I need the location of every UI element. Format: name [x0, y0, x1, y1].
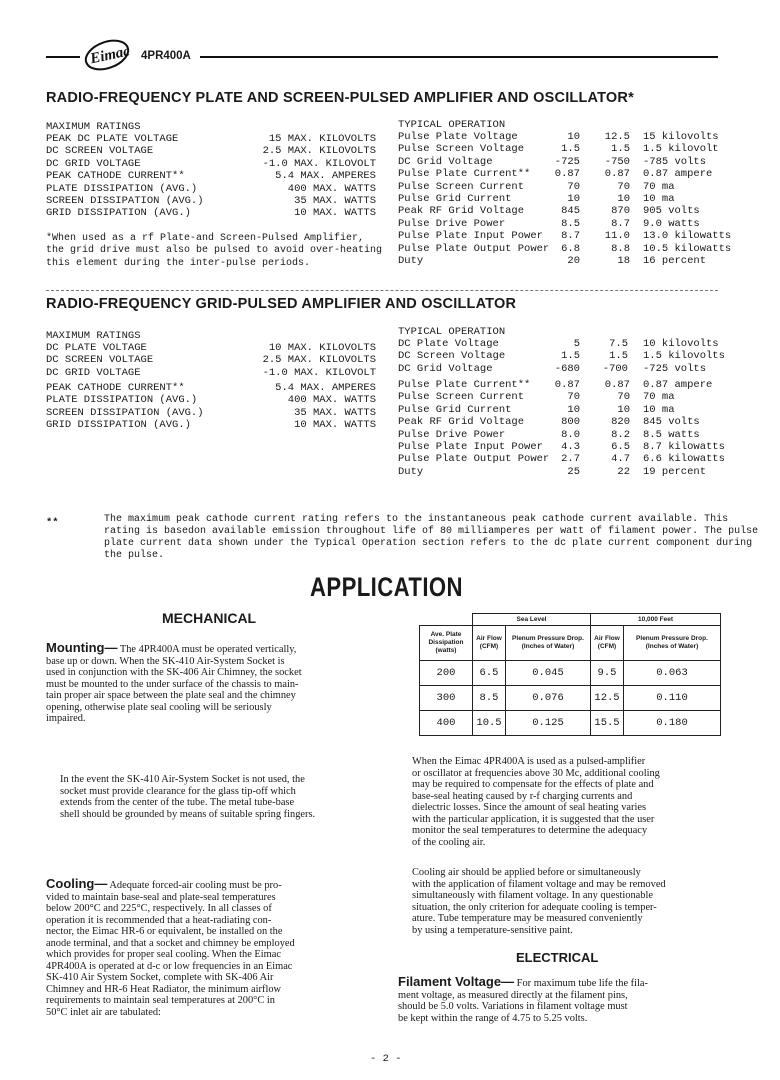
rating-value: -1.0 MAX. KILOVOLT: [262, 366, 376, 379]
rating-row: [46, 354, 386, 366]
typ-value: 6.6 kilowatts: [643, 453, 725, 466]
rating-value: 2.5 MAX. KILOVOLTS: [262, 354, 376, 367]
rating-row: [46, 170, 386, 182]
table-cell: 8.5: [473, 686, 506, 711]
cooling-heading: Cooling—: [46, 876, 108, 891]
rating-label: SCREEN DISSIPATION (AVG.): [46, 406, 204, 419]
typ-label: Pulse Plate Voltage: [398, 131, 518, 143]
col-header-dissipation: Ave. Plate Dissipation (watts): [420, 626, 473, 661]
table-cell: 0.125: [506, 711, 591, 736]
s2-max-ratings-a: [46, 342, 386, 379]
table-cell: 0.063: [624, 661, 721, 686]
typ-value: 70: [567, 391, 580, 404]
typ-value: 845 volts: [643, 416, 700, 429]
typ-value: 70 ma: [643, 391, 675, 404]
rating-value: 10 MAX. KILOVOLTS: [268, 342, 376, 354]
typ-label: Pulse Plate Output Power: [398, 242, 550, 255]
typ-value: 820: [611, 416, 630, 429]
typ-value: 8.2: [611, 428, 630, 441]
typ-value: -750: [604, 155, 630, 168]
paragraph-line: with the application of filament voltage and may be removed: [412, 878, 666, 890]
typ-value: 70: [567, 180, 580, 193]
paragraph-line: situation, the only criterion for adequate cooling is temper-: [412, 901, 657, 913]
rating-label: GRID DISSIPATION (AVG.): [46, 419, 191, 432]
rating-value: 15 MAX. KILOVOLTS: [268, 133, 376, 145]
rating-value: 35 MAX. WATTS: [294, 195, 376, 208]
s2-typ-col1-b: [540, 379, 580, 478]
rating-value: 400 MAX. WATTS: [287, 394, 376, 407]
typ-label: DC Plate Voltage: [398, 338, 499, 350]
s1-typ-col1: [540, 131, 580, 267]
table-cell: 0.045: [506, 661, 591, 686]
typ-value: 10: [567, 131, 580, 143]
footnote-line: *When used as a rf Plate-and Screen-Pulsed Amplifier,: [46, 233, 365, 244]
typ-value: 25: [567, 465, 580, 478]
typ-value: 1.5: [609, 350, 628, 363]
header-rule-right: [200, 56, 718, 58]
table-cell: 0.180: [624, 711, 721, 736]
s2-typ-col3-b: [643, 379, 725, 478]
typ-value: 8.0: [561, 428, 580, 441]
s2-typ-col2-b: [588, 379, 630, 478]
typ-value: 5: [573, 338, 580, 350]
filament-paragraph: Filament Voltage— For maximum tube life the fila- ment voltage, as measured directly at the filament pins, should be 5.0 volts. Variations in filament voltage must be kept within the range of 4.75 to 5.25 volts.: [398, 974, 648, 1024]
section1-title: RADIO-FREQUENCY PLATE AND SCREEN-PULSED AMPLIFIER AND OSCILLATOR*: [46, 90, 634, 106]
typ-label: Pulse Drive Power: [398, 217, 506, 230]
cooling-air-paragraph: [398, 867, 666, 936]
mechanical-heading: MECHANICAL: [162, 610, 257, 626]
typ-value: 0.87: [604, 379, 630, 391]
rating-row: [46, 382, 386, 394]
typ-value: 10 ma: [643, 193, 675, 206]
rating-row: [46, 367, 386, 379]
typ-value: 10: [617, 403, 630, 416]
s2-typ-col3-a: [643, 338, 725, 375]
typ-value: 8.7: [561, 230, 580, 243]
typ-value: 8.5 watts: [643, 428, 700, 441]
rating-row: [46, 342, 386, 354]
typ-value: -725: [554, 155, 580, 168]
table-cell: 0.076: [506, 686, 591, 711]
s1-typ-col2: [588, 131, 630, 267]
typ-value: 70: [617, 391, 630, 404]
paragraph-line: extends from the center of the tube. The metal tube-base: [60, 797, 295, 808]
typ-value: 1.5 kilovolts: [643, 350, 725, 363]
rating-row: [46, 394, 386, 406]
typ-value: 10: [567, 193, 580, 206]
rating-row: [46, 183, 386, 195]
typ-value: 6.8: [561, 242, 580, 255]
s1-typ-labels: [398, 131, 549, 267]
typ-value: 10: [617, 193, 630, 206]
s1-footnote: [46, 233, 382, 270]
s2-typ-col2-a: [588, 338, 628, 375]
paragraph-line: Cooling air should be applied before or simultaneously: [412, 867, 641, 878]
section-divider: [46, 290, 718, 291]
paragraph-line: or oscillator at frequencies above 30 Mc, additional cooling: [412, 767, 660, 779]
table-cell: 300: [420, 686, 473, 711]
rating-label: DC SCREEN VOLTAGE: [46, 145, 154, 158]
typ-value: 905 volts: [643, 205, 700, 218]
table-cell: 15.5: [591, 711, 624, 736]
cooling-paragraph: Cooling— Adequate forced-air cooling must be pro- vided to maintain base-seal and plate-seal temperatures below 200°C and 225°C, respectively. In all classes of operation it is recommended that a heat-radiating con- nector, the Eimac HR-6 or equivalent, be installed on the anode terminal, and that a socket and chimney be employed which provides for proper seal cooling. When the Eimac 4PR400A is operated at d-c or low frequencies in an Eimac SK-410 Air System Socket, complete with SK-406 Air Chimney and HR-6 Heat Radiator, the minimum airflow requirements to maintain seal temperatures at 200°C in 50°C inlet air are tabulated:: [46, 876, 295, 1018]
socket-paragraph: [46, 774, 315, 820]
typ-value: 9.0 watts: [643, 217, 700, 230]
paragraph-line: shell should be grounded by means of suitable spring fingers.: [60, 808, 316, 820]
typ-value: -700: [602, 362, 628, 375]
table-cell: 6.5: [473, 661, 506, 686]
typ-label: Pulse Grid Current: [398, 403, 512, 416]
paragraph-line: by using a temperature-sensitive paint.: [412, 924, 573, 936]
footnote-line: this element during the inter-pulse periods.: [46, 257, 311, 269]
rating-row: [46, 207, 386, 219]
typ-value: 1.5: [611, 143, 630, 156]
typ-value: 1.5: [561, 143, 580, 156]
typ-value: 0.87 ampere: [643, 379, 713, 391]
typ-value: 0.87: [604, 168, 630, 181]
paragraph-line: simultaneously with filament voltage. In any questionable: [412, 890, 653, 901]
typ-label: Duty: [398, 465, 424, 478]
note-line: plate current data shown under the Typical Operation section refers to the dc plate current component during: [104, 538, 753, 549]
rating-label: SCREEN DISSIPATION (AVG.): [46, 195, 204, 208]
note-line: rating is basedon available emission throughout life of 80 milliamperes per watt of filament power. The pulse: [104, 526, 759, 537]
electrical-heading: ELECTRICAL: [516, 950, 599, 965]
s1-typ-heading: TYPICAL OPERATION: [398, 119, 506, 131]
table-cell: 10.5: [473, 711, 506, 736]
rating-value: 5.4 MAX. AMPERES: [275, 382, 376, 394]
typ-value: 8.7 kilowatts: [643, 441, 725, 454]
typ-value: 13.0 kilowatts: [643, 230, 732, 243]
rating-row: [46, 133, 386, 145]
rating-label: PEAK DC PLATE VOLTAGE: [46, 133, 179, 145]
typ-label: DC Grid Voltage: [398, 155, 493, 168]
mounting-heading: Mounting—: [46, 640, 118, 655]
rating-value: 10 MAX. WATTS: [294, 207, 376, 220]
eimac-logo: [80, 38, 138, 72]
rating-value: 5.4 MAX. AMPERES: [275, 170, 376, 183]
typ-value: 70: [617, 180, 630, 193]
note-mark: **: [46, 517, 59, 529]
table-cell: 9.5: [591, 661, 624, 686]
table-cell: 12.5: [591, 686, 624, 711]
typ-label: Pulse Screen Current: [398, 180, 525, 193]
rating-label: PEAK CATHODE CURRENT**: [46, 382, 185, 394]
rating-label: DC PLATE VOLTAGE: [46, 342, 147, 354]
typ-value: 22: [617, 465, 630, 478]
col-header-pressure-alt: Plenum Pressure Drop. (Inches of Water): [624, 626, 721, 661]
model-label: 4PR400A: [141, 50, 191, 62]
altitude-header: 10,000 Feet: [591, 614, 721, 626]
rating-label: PEAK CATHODE CURRENT**: [46, 170, 185, 183]
s2-typ-labels-b: [398, 379, 549, 478]
rating-value: 2.5 MAX. KILOVOLTS: [262, 145, 376, 158]
typ-value: 7.5: [609, 338, 628, 350]
s2-typ-labels-a: [398, 338, 505, 375]
typ-value: 0.87: [554, 168, 580, 181]
typ-label: Pulse Screen Current: [398, 391, 525, 404]
rating-value: 35 MAX. WATTS: [294, 406, 376, 419]
s2-typ-col1-a: [540, 338, 580, 375]
typ-label: Peak RF Grid Voltage: [398, 205, 525, 218]
paragraph-line: monitor the seal temperatures to determine the adequacy: [412, 825, 648, 836]
typ-value: 20: [567, 255, 580, 268]
typ-value: 6.5: [611, 441, 630, 454]
col-header-pressure-sea: Plenum Pressure Drop. (Inches of Water): [506, 626, 591, 661]
typ-label: Pulse Screen Voltage: [398, 143, 525, 156]
typ-label: Pulse Plate Current**: [398, 379, 531, 391]
typ-value: 12.5: [604, 131, 630, 143]
table-row: [420, 686, 721, 711]
rating-row: [46, 158, 386, 170]
s1-typ-col3: [643, 131, 731, 267]
s2-typ-heading: TYPICAL OPERATION: [398, 326, 506, 338]
typ-value: 1.5 kilovolt: [643, 143, 719, 156]
rating-label: PLATE DISSIPATION (AVG.): [46, 394, 198, 407]
footnote-line: the grid drive must also be pulsed to avoid over-heating: [46, 245, 383, 257]
typ-value: 11.0: [604, 230, 630, 243]
typ-label: Pulse Plate Input Power: [398, 441, 543, 454]
typ-value: 845: [561, 205, 580, 218]
paragraph-line: socket must provide clearance for the glass tip-off which: [60, 785, 296, 797]
typ-value: 10 kilovolts: [643, 338, 719, 350]
typ-value: -680: [554, 362, 580, 375]
typ-label: Pulse Grid Current: [398, 193, 512, 206]
rating-label: DC SCREEN VOLTAGE: [46, 354, 154, 367]
rating-value: 10 MAX. WATTS: [294, 419, 376, 432]
typ-value: 10 ma: [643, 403, 675, 416]
rating-row: [46, 407, 386, 419]
page-number: - 2 -: [370, 1053, 402, 1065]
typ-value: 870: [611, 205, 630, 218]
typ-value: 4.7: [611, 453, 630, 466]
paragraph-line: base-seal heating caused by r-f charging currents and: [412, 790, 633, 802]
typ-value: 1.5: [561, 350, 580, 363]
sea-level-header: Sea Level: [473, 614, 591, 626]
note-line: the pulse.: [104, 550, 165, 561]
table-cell: 400: [420, 711, 473, 736]
typ-value: 4.3: [561, 441, 580, 454]
typ-value: 10.5 kilowatts: [643, 242, 732, 255]
pulsed-paragraph: [398, 756, 660, 848]
rating-value: -1.0 MAX. KILOVOLT: [262, 157, 376, 170]
typ-label: Pulse Plate Input Power: [398, 230, 543, 243]
paragraph-line: may be required to compensate for the effects of plate and: [412, 779, 654, 790]
typ-value: 15 kilovolts: [643, 131, 719, 143]
rating-label: PLATE DISSIPATION (AVG.): [46, 182, 198, 195]
application-title: APPLICATION: [310, 572, 463, 602]
typ-value: -725 volts: [643, 362, 707, 375]
typ-value: 2.7: [561, 453, 580, 466]
typ-value: 0.87: [554, 379, 580, 391]
typ-value: 8.5: [561, 217, 580, 230]
typ-value: 18: [617, 255, 630, 268]
rating-row: [46, 419, 386, 431]
s2-max-ratings-b: [46, 382, 386, 432]
col-header-airflow-sea: Air Flow (CFM): [473, 626, 506, 661]
table-row: [420, 711, 721, 736]
rating-label: GRID DISSIPATION (AVG.): [46, 207, 191, 220]
col-header-airflow-alt: Air Flow (CFM): [591, 626, 624, 661]
s1-max-heading: MAXIMUM RATINGS: [46, 121, 141, 133]
typ-value: 0.87 ampere: [643, 168, 713, 181]
table-cell: 200: [420, 661, 473, 686]
s2-max-heading: MAXIMUM RATINGS: [46, 330, 141, 342]
typ-value: 16 percent: [643, 255, 707, 268]
typ-value: 800: [561, 416, 580, 429]
typ-label: DC Screen Voltage: [398, 350, 506, 363]
paragraph-line: of the cooling air.: [412, 836, 486, 848]
typ-label: Peak RF Grid Voltage: [398, 416, 525, 429]
mounting-paragraph: Mounting— The 4PR400A must be operated vertically, base up or down. When the SK-410 Air-System Socket is used in conjunction with the SK-406 Air Chimney, the socket must be mounted to the under surface of the chassis to main- tain proper air space between the plate seal and the chimney opening, otherwise plate seal cooling will be seriously impaired.: [46, 640, 302, 724]
filament-heading: Filament Voltage—: [398, 974, 515, 989]
note-text: [104, 514, 758, 562]
note-line: The maximum peak cathode current rating refers to the instantaneous peak cathode current available. This: [104, 514, 729, 525]
cooling-table: [419, 613, 721, 736]
paragraph-line: with the particular application, it is suggested that the user: [412, 813, 655, 825]
typ-value: 19 percent: [643, 465, 707, 478]
typ-value: -785 volts: [643, 155, 707, 168]
typ-value: 8.7: [611, 217, 630, 230]
table-row: [420, 661, 721, 686]
logo-text: Eimac: [88, 43, 132, 68]
typ-label: Pulse Drive Power: [398, 428, 506, 441]
paragraph-line: When the Eimac 4PR400A is used as a pulsed-amplifier: [412, 756, 646, 767]
typ-label: Duty: [398, 255, 424, 268]
typ-value: 10: [567, 403, 580, 416]
rating-row: [46, 145, 386, 157]
paragraph-line: dielectric losses. Since the amount of seal heating varies: [412, 802, 647, 813]
paragraph-line: In the event the SK-410 Air-System Socket is not used, the: [60, 774, 305, 785]
typ-label: DC Grid Voltage: [398, 362, 493, 375]
typ-label: Pulse Plate Output Power: [398, 453, 550, 466]
table-cell: 0.110: [624, 686, 721, 711]
paragraph-line: ature. Tube temperature may be measured conveniently: [412, 913, 643, 924]
rating-label: DC GRID VOLTAGE: [46, 366, 141, 379]
typ-value: 70 ma: [643, 180, 675, 193]
typ-value: 8.8: [611, 242, 630, 255]
rating-value: 400 MAX. WATTS: [287, 182, 376, 195]
rating-row: [46, 195, 386, 207]
s1-max-ratings: [46, 133, 386, 220]
typ-label: Pulse Plate Current**: [398, 168, 531, 181]
section2-title: RADIO-FREQUENCY GRID-PULSED AMPLIFIER AND OSCILLATOR: [46, 296, 517, 312]
header-rule-left: [46, 56, 80, 58]
rating-label: DC GRID VOLTAGE: [46, 157, 141, 170]
